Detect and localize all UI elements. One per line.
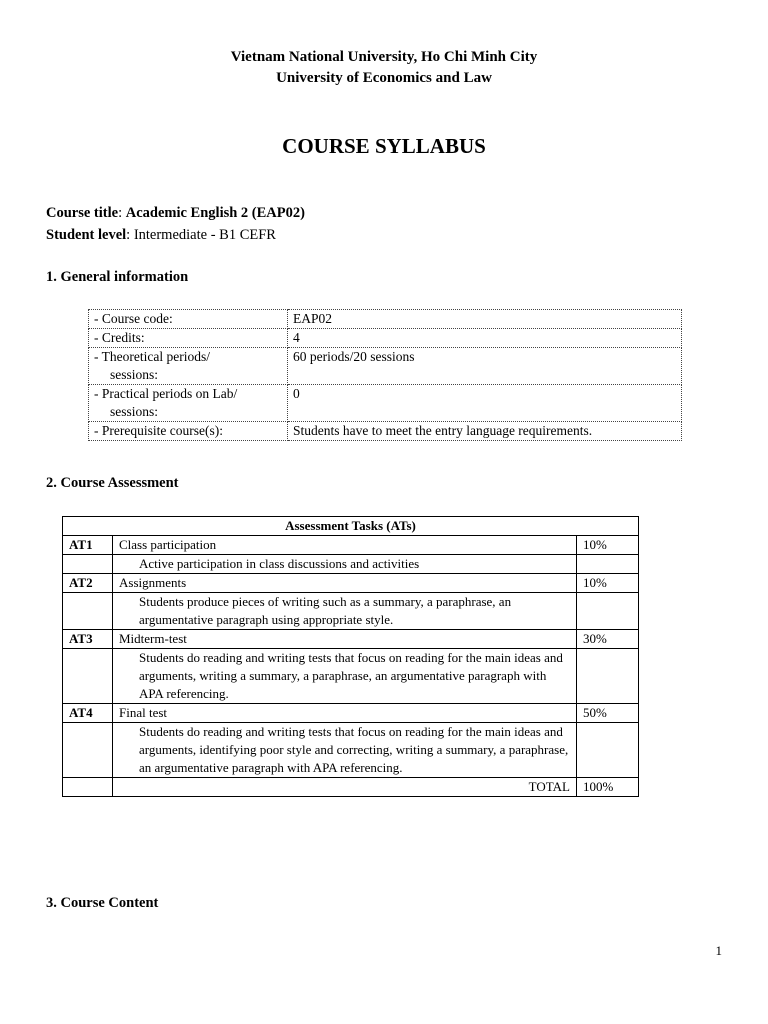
general-info-table (88, 309, 682, 441)
task-weight: 10% (577, 574, 639, 593)
info-value: 60 periods/20 sessions (288, 348, 682, 385)
table-row (63, 574, 639, 593)
table-row (63, 630, 639, 649)
info-label: - Course code: (89, 310, 288, 329)
section-content-heading: 3. Course Content (46, 895, 159, 911)
course-title-label: Course title (46, 205, 119, 221)
course-title-value: Academic English 2 (EAP02) (125, 205, 305, 221)
task-name: Class participation (113, 536, 577, 555)
task-weight: 50% (577, 704, 639, 723)
task-weight: 30% (577, 630, 639, 649)
info-value: EAP02 (288, 310, 682, 329)
table-row (63, 593, 639, 630)
assessment-table (62, 516, 639, 797)
total-row (63, 778, 639, 797)
total-label: TOTAL (113, 778, 577, 797)
task-name: Final test (113, 704, 577, 723)
table-row (89, 348, 682, 385)
table-header-row (63, 517, 639, 536)
section-assessment-heading: 2. Course Assessment (46, 475, 179, 491)
task-name: Midterm-test (113, 630, 577, 649)
total-value: 100% (577, 778, 639, 797)
student-level-line: Student level: Intermediate - B1 CEFR (46, 227, 276, 243)
info-value: 4 (288, 329, 682, 348)
student-level-label: Student level (46, 227, 127, 243)
task-id: AT1 (63, 536, 113, 555)
course-title-line: Course title: Academic English 2 (EAP02) (46, 205, 305, 221)
task-weight: 10% (577, 536, 639, 555)
task-id: AT2 (63, 574, 113, 593)
table-row (63, 536, 639, 555)
table-row (63, 723, 639, 778)
table-row (63, 704, 639, 723)
table-row (89, 385, 682, 422)
info-label: - Prerequisite course(s): (89, 422, 288, 441)
table-row (63, 555, 639, 574)
table-row (89, 422, 682, 441)
page-number: 1 (715, 943, 722, 958)
faculty-name: University of Economics and Law (276, 70, 492, 86)
task-id: AT3 (63, 630, 113, 649)
table-row (89, 310, 682, 329)
table-header: Assessment Tasks (ATs) (63, 517, 639, 536)
info-value: Students have to meet the entry language requirements. (288, 422, 682, 441)
info-value: 0 (288, 385, 682, 422)
section-general-heading: 1. General information (46, 269, 189, 285)
task-name: Assignments (113, 574, 577, 593)
task-description: Active participation in class discussions and activities (113, 555, 577, 574)
table-row (63, 649, 639, 704)
table-row (89, 329, 682, 348)
info-label: - Theoretical periods/ sessions: (89, 348, 288, 385)
university-name: Vietnam National University, Ho Chi Minh City (230, 49, 538, 65)
student-level-value: Intermediate - B1 CEFR (133, 227, 276, 243)
page-title: COURSE SYLLABUS (282, 134, 486, 158)
task-description: Students produce pieces of writing such as a summary, a paraphrase, an argumentative paragraph using appropriate style. (113, 593, 577, 630)
info-label: - Practical periods on Lab/ sessions: (89, 385, 288, 422)
task-description: Students do reading and writing tests that focus on reading for the main ideas and arguments, identifying poor style and correcting, writing a summary, a paraphrase, an argumentative paragraph with APA referencing. (113, 723, 577, 778)
task-id: AT4 (63, 704, 113, 723)
task-description: Students do reading and writing tests that focus on reading for the main ideas and arguments, writing a summary, a paraphrase, an argumentative paragraph with APA referencing. (113, 649, 577, 704)
info-label: - Credits: (89, 329, 288, 348)
